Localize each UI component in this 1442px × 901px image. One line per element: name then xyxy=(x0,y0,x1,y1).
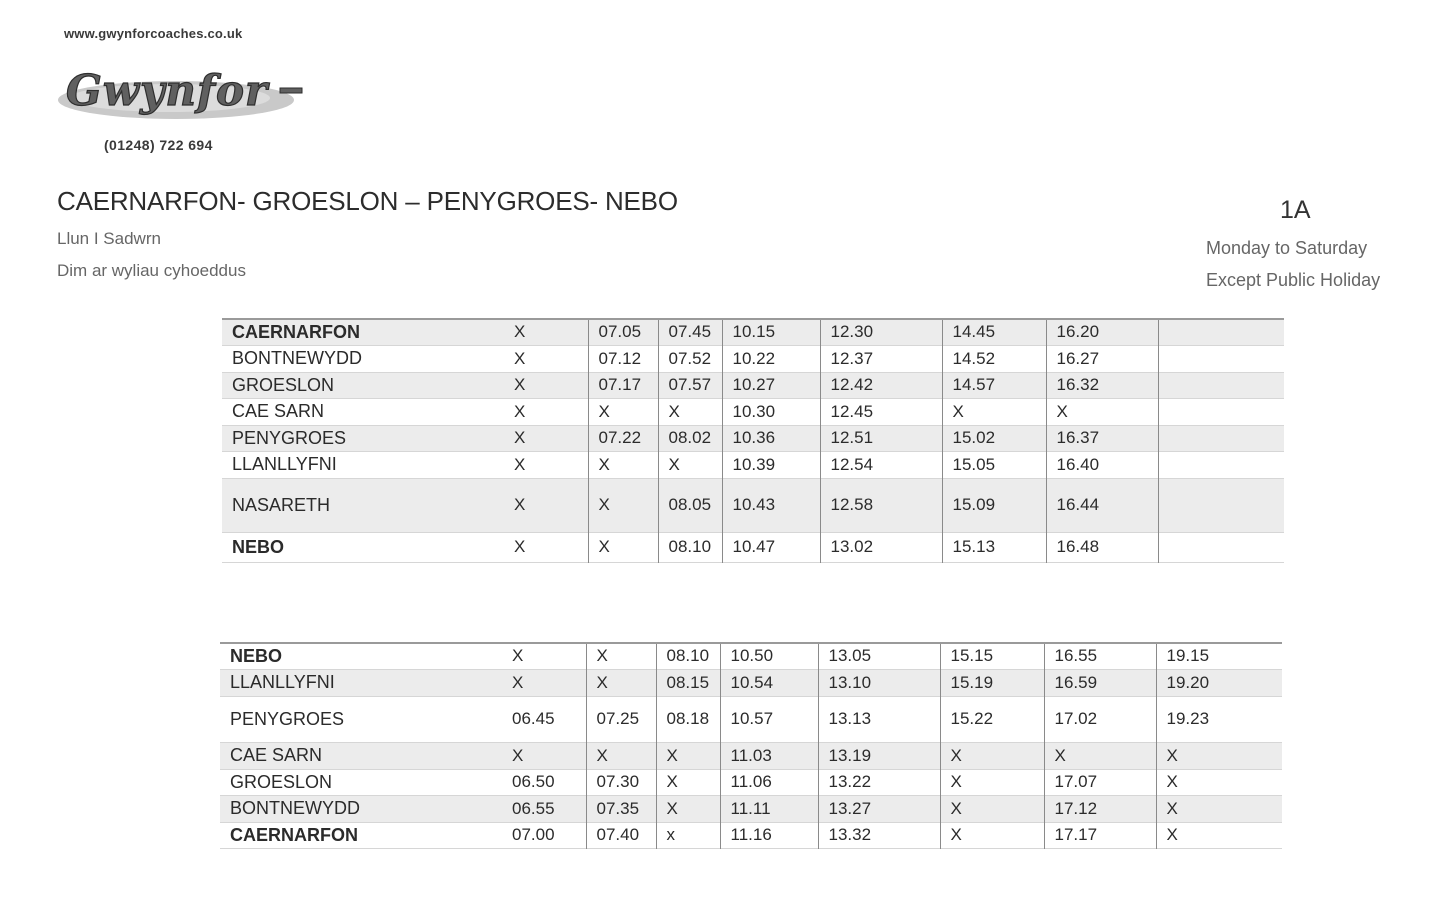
departure-time: 19.15 xyxy=(1156,643,1282,669)
departure-time: X xyxy=(512,646,524,666)
departure-time: 13.22 xyxy=(818,769,940,795)
timetable-row xyxy=(220,822,1282,848)
stop-name: PENYGROES xyxy=(230,708,345,729)
departure-time: 14.52 xyxy=(942,345,1046,372)
departure-time: 15.09 xyxy=(942,478,1046,532)
departure-time: X xyxy=(1046,398,1158,425)
timetable-row xyxy=(222,451,1284,478)
departure-time: X xyxy=(1156,742,1282,769)
departure-time: 12.58 xyxy=(820,478,942,532)
stop-name: LLANLLYFNI xyxy=(220,669,502,696)
departure-time: X xyxy=(1156,769,1282,795)
departure-time: 08.10 xyxy=(656,643,720,669)
departure-time: X xyxy=(588,398,658,425)
departure-time: 13.32 xyxy=(818,822,940,848)
departure-time: 16.37 xyxy=(1046,425,1158,451)
departure-time: 07.25 xyxy=(586,696,656,742)
departure-time: X xyxy=(514,537,526,556)
departure-time: 10.27 xyxy=(722,372,820,398)
departure-time: X xyxy=(588,478,658,532)
departure-time: 06.55 xyxy=(502,795,586,822)
departure-time: 07.57 xyxy=(658,372,722,398)
gwynfor-logo xyxy=(58,58,308,129)
departure-time: 10.36 xyxy=(722,425,820,451)
departure-time: 10.15 xyxy=(722,319,820,345)
departure-time: 16.59 xyxy=(1044,669,1156,696)
departure-time xyxy=(1158,345,1284,372)
departure-time: X xyxy=(940,742,1044,769)
departure-time: X xyxy=(658,451,722,478)
departure-time: x xyxy=(656,822,720,848)
days-english: Monday to Saturday xyxy=(1206,238,1368,258)
departure-time: 16.20 xyxy=(1046,319,1158,345)
outbound-timetable xyxy=(222,318,1284,563)
departure-time: 07.35 xyxy=(586,795,656,822)
days-welsh: Llun I Sadwrn xyxy=(57,229,161,248)
departure-time: 14.45 xyxy=(942,319,1046,345)
stop-name: NEBO xyxy=(232,536,285,557)
svg-text:Gwynfor: Gwynfor xyxy=(66,66,269,115)
departure-time: 10.54 xyxy=(720,669,818,696)
stop-name: BONTNEWYDD xyxy=(232,348,362,368)
departure-time: 13.05 xyxy=(818,643,940,669)
timetable-row xyxy=(220,643,1282,669)
departure-time: 14.57 xyxy=(942,372,1046,398)
departure-time: X xyxy=(586,643,656,669)
departure-time: 16.44 xyxy=(1046,478,1158,532)
departure-time: 19.23 xyxy=(1156,696,1282,742)
timetable-row xyxy=(220,696,1282,742)
departure-time: 07.12 xyxy=(588,345,658,372)
departure-time: 15.02 xyxy=(942,425,1046,451)
departure-time: 16.32 xyxy=(1046,372,1158,398)
departure-time: 07.40 xyxy=(586,822,656,848)
departure-time: X xyxy=(514,454,526,474)
departure-time: X xyxy=(1044,742,1156,769)
departure-time: X xyxy=(940,795,1044,822)
departure-time: 17.12 xyxy=(1044,795,1156,822)
departure-time: X xyxy=(586,669,656,696)
departure-time: 12.51 xyxy=(820,425,942,451)
departure-time: 07.30 xyxy=(586,769,656,795)
departure-time: 15.15 xyxy=(940,643,1044,669)
departure-time: 16.40 xyxy=(1046,451,1158,478)
departure-time xyxy=(1158,425,1284,451)
departure-time: 13.19 xyxy=(818,742,940,769)
departure-time: X xyxy=(504,319,588,345)
departure-time: 08.18 xyxy=(656,696,720,742)
stop-name: CAERNARFON xyxy=(222,319,504,345)
departure-time: 07.05 xyxy=(588,319,658,345)
departure-time: 16.27 xyxy=(1046,345,1158,372)
departure-time: 06.50 xyxy=(512,772,555,791)
timetable-row xyxy=(220,769,1282,795)
departure-time: 07.17 xyxy=(588,372,658,398)
departure-time: 16.55 xyxy=(1044,643,1156,669)
timetable-row xyxy=(220,742,1282,769)
departure-time: 10.47 xyxy=(722,532,820,562)
stop-name: GROESLON xyxy=(230,771,333,792)
departure-time: X xyxy=(504,478,588,532)
stop-name: LLANLLYFNI xyxy=(232,454,337,474)
website-url: www.gwynforcoaches.co.uk xyxy=(64,26,243,41)
stop-name: BONTNEWYDD xyxy=(220,795,502,822)
departure-time: 08.05 xyxy=(658,478,722,532)
stop-name: NEBO xyxy=(230,645,283,666)
departure-time: 15.22 xyxy=(940,696,1044,742)
departure-time: X xyxy=(942,398,1046,425)
departure-time: 10.43 xyxy=(722,478,820,532)
timetable-row xyxy=(222,345,1284,372)
stop-name: CAERNARFON xyxy=(230,824,358,845)
outbound-rows xyxy=(222,319,1284,562)
departure-time: X xyxy=(502,669,586,696)
departure-time: 10.39 xyxy=(722,451,820,478)
inbound-timetable xyxy=(220,642,1282,849)
departure-time: 12.45 xyxy=(820,398,942,425)
departure-time: X xyxy=(1156,795,1282,822)
departure-time: 13.10 xyxy=(818,669,940,696)
departure-time: 12.54 xyxy=(820,451,942,478)
departure-time: 13.02 xyxy=(820,532,942,562)
departure-time: 16.48 xyxy=(1046,532,1158,562)
departure-time: X xyxy=(656,769,720,795)
departure-time: 12.30 xyxy=(820,319,942,345)
holiday-note-welsh: Dim ar wyliau cyhoeddus xyxy=(57,261,246,280)
route-number: 1A xyxy=(1280,196,1311,224)
departure-time: X xyxy=(656,795,720,822)
stop-name: CAE SARN xyxy=(220,742,502,769)
departure-time: 15.05 xyxy=(942,451,1046,478)
stop-name: PENYGROES xyxy=(222,425,504,451)
departure-time: 07.52 xyxy=(658,345,722,372)
departure-time: 10.50 xyxy=(720,643,818,669)
departure-time: X xyxy=(940,769,1044,795)
departure-time: 17.02 xyxy=(1044,696,1156,742)
departure-time: 11.06 xyxy=(720,769,818,795)
departure-time: 07.45 xyxy=(658,319,722,345)
departure-time xyxy=(1158,398,1284,425)
departure-time: X xyxy=(1156,822,1282,848)
departure-time: 19.20 xyxy=(1156,669,1282,696)
departure-time: X xyxy=(586,742,656,769)
stop-name: CAE SARN xyxy=(232,401,325,421)
departure-time xyxy=(1158,532,1284,562)
departure-time: 13.27 xyxy=(818,795,940,822)
departure-time: 07.00 xyxy=(512,825,555,844)
departure-time: X xyxy=(658,398,722,425)
departure-time xyxy=(1158,478,1284,532)
departure-time: X xyxy=(656,742,720,769)
departure-time: X xyxy=(504,372,588,398)
stop-name: GROESLON xyxy=(222,372,504,398)
departure-time: X xyxy=(940,822,1044,848)
departure-time xyxy=(1158,319,1284,345)
departure-time xyxy=(1158,372,1284,398)
departure-time: 08.10 xyxy=(658,532,722,562)
timetable-row xyxy=(220,669,1282,696)
departure-time: X xyxy=(504,425,588,451)
departure-time: 10.30 xyxy=(722,398,820,425)
timetable-row xyxy=(222,478,1284,532)
departure-time: 15.13 xyxy=(942,532,1046,562)
phone-number: (01248) 722 694 xyxy=(104,137,213,153)
inbound-rows xyxy=(220,643,1282,848)
stop-name: NASARETH xyxy=(222,478,504,532)
departure-time: 07.22 xyxy=(588,425,658,451)
departure-time: X xyxy=(514,348,526,368)
departure-time: 12.42 xyxy=(820,372,942,398)
departure-time: 08.15 xyxy=(656,669,720,696)
timetable-row xyxy=(222,398,1284,425)
departure-time: 15.19 xyxy=(940,669,1044,696)
timetable-row xyxy=(222,532,1284,562)
departure-time: X xyxy=(502,742,586,769)
departure-time: 12.37 xyxy=(820,345,942,372)
departure-time: X xyxy=(514,401,526,421)
departure-time: X xyxy=(588,451,658,478)
departure-time: X xyxy=(588,532,658,562)
timetable-row xyxy=(222,319,1284,345)
departure-time: 17.07 xyxy=(1044,769,1156,795)
route-title: CAERNARFON- GROESLON – PENYGROES- NEBO xyxy=(57,186,678,216)
timetable-row xyxy=(220,795,1282,822)
timetable-row xyxy=(222,372,1284,398)
departure-time: 08.02 xyxy=(658,425,722,451)
departure-time: 11.16 xyxy=(720,822,818,848)
departure-time: 06.45 xyxy=(512,709,555,728)
departure-time: 11.03 xyxy=(720,742,818,769)
departure-time: 17.17 xyxy=(1044,822,1156,848)
holiday-note-english: Except Public Holiday xyxy=(1206,270,1381,290)
departure-time: 11.11 xyxy=(720,795,818,822)
departure-time: 13.13 xyxy=(818,696,940,742)
departure-time xyxy=(1158,451,1284,478)
departure-time: 10.57 xyxy=(720,696,818,742)
departure-time: 10.22 xyxy=(722,345,820,372)
timetable-row xyxy=(222,425,1284,451)
